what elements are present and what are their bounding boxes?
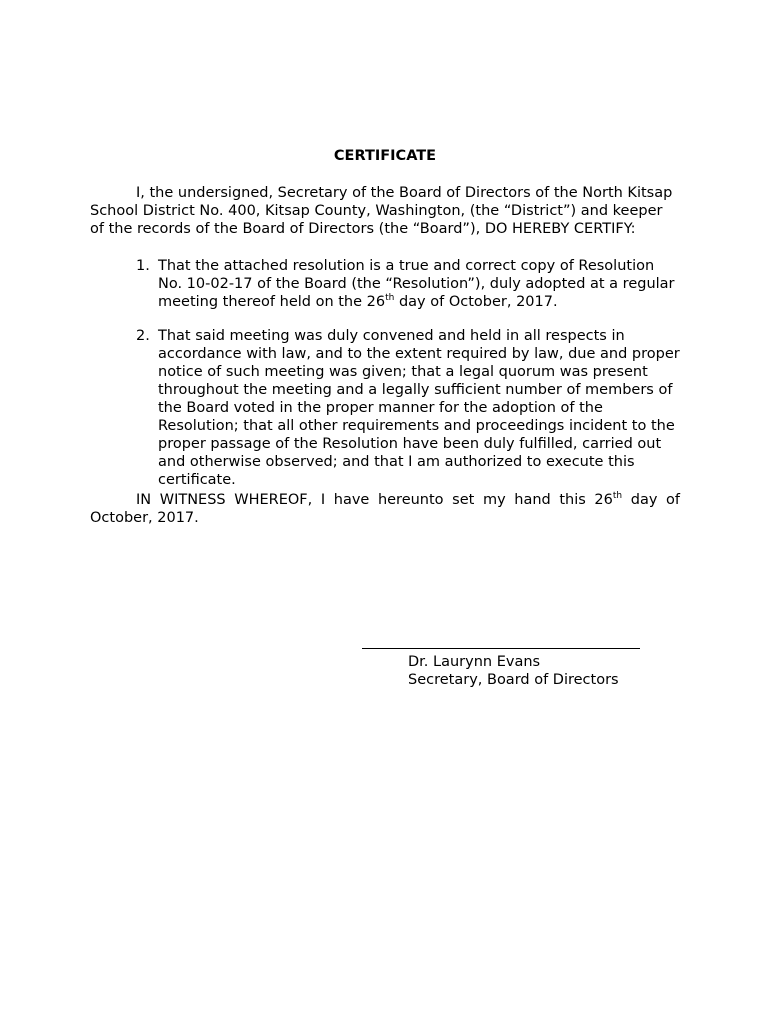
signatory-title: Secretary, Board of Directors xyxy=(408,672,619,688)
list-item-1 xyxy=(136,257,681,311)
list-item-text: That said meeting was duly convened and held in all respects in accordance with law, and to the extent required by law, due and proper notice of such meeting was given; that a legal quorum was present throughout the meeting and a legally sufficient number of members of the Board voted in the proper manner for the adoption of the Resolution; that all other requirements and proceedings incident to the proper passage of the Resolution have been duly fulfilled, carried out and otherwise observed; and that I am authorized to execute this certificate. xyxy=(158,328,680,488)
witness-text-before: IN WITNESS WHEREOF, I have hereunto set my hand this 26 xyxy=(136,492,613,508)
witness-text-after: day of October, 2017. xyxy=(90,492,681,526)
signatory-name: Dr. Laurynn Evans xyxy=(408,654,541,670)
list-item-2 xyxy=(136,327,681,489)
intro-paragraph: I, the undersigned, Secretary of the Board of Directors of the North Kitsap School District No. 400, Kitsap County, Washington, (the “District”) and keeper of the records of the Board of Directors (the “Board”), DO HEREBY CERTIFY: xyxy=(90,185,673,237)
signature-line xyxy=(362,648,640,649)
list-item-number: 2. xyxy=(136,328,150,344)
list-item-number: 1. xyxy=(136,258,150,274)
list-item-text-after: day of October, 2017. xyxy=(394,294,558,310)
list-item-text xyxy=(158,257,681,311)
ordinal-suffix: th xyxy=(612,491,623,501)
ordinal-suffix: th xyxy=(385,293,395,303)
page-title: CERTIFICATE xyxy=(333,148,437,164)
witness-paragraph xyxy=(90,491,680,527)
list-item-text-before: That the attached resolution is a true and correct copy of Resolution No. 10-02-17 of the Board (the “Resolution”), duly adopted at a regular meeting thereof held on the 26 xyxy=(158,258,675,310)
